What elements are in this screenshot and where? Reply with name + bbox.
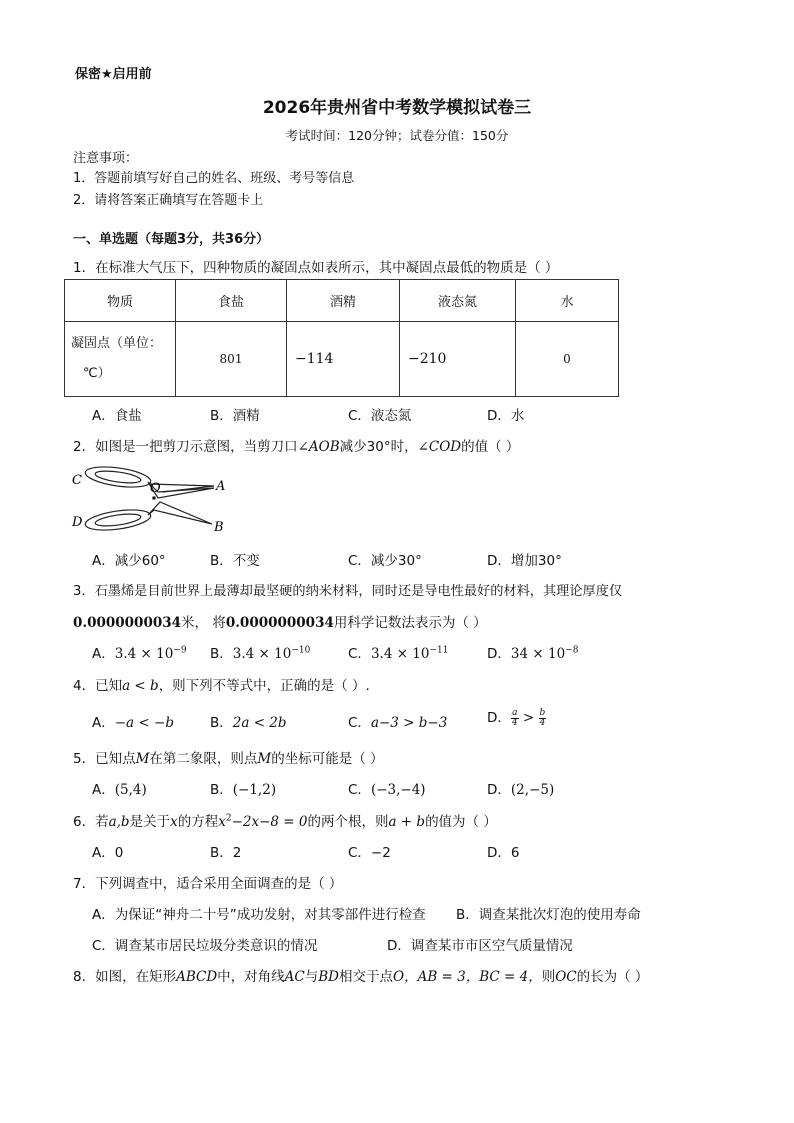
option-label: D． [487,782,511,798]
row-label-line-1: 凝固点（单位： [71,336,163,351]
q2-option-d: D．增加30° [487,553,562,569]
option-base: 3.4 × 10 [114,646,174,662]
table-row-label [65,322,176,397]
option-label: B． [210,715,233,731]
q3-stem-mid: 米， 将 [181,615,226,631]
q1-option-b: B．酒精 [210,408,260,424]
q8-stem-mid-2: 与 [304,969,319,985]
option-label: A． [92,715,115,731]
option-exponent: −11 [429,645,449,656]
table-header-cell: 物质 [65,280,176,322]
option-exponent: −10 [291,645,311,656]
option-base: 3.4 × 10 [370,646,430,662]
q3-option-d [487,642,578,662]
option-label: A． [92,782,115,798]
table-header-cell: 水 [516,280,619,322]
exam-title: 2026年贵州省中考数学模拟试卷三 [262,98,532,118]
option-label: D． [487,646,511,662]
q7-option-c: C．调查某市居民垃圾分类意识的情况 [92,938,318,954]
q5-stem-pre: 5．已知点 [73,751,136,767]
table-cell: −114 [287,322,400,397]
question-3-stem-line-1: 3．石墨烯是目前世界上最薄却最坚硬的纳米材料，同时还是导电性最好的材料，其理论厚度仅 [73,584,623,599]
fraction-b-over-4 [539,709,547,728]
table-cell: 0 [516,322,619,397]
q2-stem-mid: 减少30°时， [339,439,418,455]
q7-option-b: B．调查某批次灯泡的使用寿命 [456,907,641,923]
q8-stem-post: 的长为（ ） [576,969,649,985]
q6-equation-x: x [218,814,226,830]
row-label-line-2: ℃） [83,366,111,381]
q8-point-o: O [393,969,405,985]
q5-option-c [348,778,426,798]
section-heading: 一、单选题（每题3分，共36分） [73,232,270,247]
q3-number-2: 0.0000000034 [225,615,334,631]
label-b: B [214,520,224,535]
q6-roots: a,b [108,814,130,830]
option-base: 34 × 10 [510,646,566,662]
q6-stem-pre: 6．若 [73,814,109,830]
q1-option-d: D．水 [487,408,525,424]
option-expression: (−1,2) [232,782,277,798]
q2-stem-post: 的值（ ） [461,439,520,455]
q4-option-b [210,711,287,731]
q3-number-1: 0.0000000034 [73,615,182,631]
q6-option-b: B．2 [210,845,242,861]
q5-point-m: M [135,751,150,767]
q5-point-m-2: M [257,751,272,767]
label-a: A [216,479,226,494]
option-expression: 2a < 2b [232,715,287,731]
q8-conditions: ，AB = 3，BC = 4， [404,969,542,985]
scissors-figure [68,460,238,538]
notes-item-1: 1．答题前填写好自己的姓名、班级、考号等信息 [73,171,355,186]
label-d: D [72,515,83,530]
fraction-a-over-4 [511,709,519,728]
q3-option-c [348,642,448,662]
q1-option-c: C．液态氮 [348,408,412,424]
q6-stem-mid-1: 是关于 [129,814,171,830]
table-cell: 801 [176,322,287,397]
scissors-handle-lower [84,506,152,533]
option-label: A． [92,646,115,662]
q6-stem-mid-3: 的两个根，则 [307,814,389,830]
q6-variable: x [170,814,178,830]
q8-stem-mid-4: 则 [541,969,556,985]
comparison-sign: > [518,710,539,726]
option-expression: (5,4) [114,782,147,798]
question-2-stem [73,435,519,455]
q3-option-a [92,642,187,662]
freezing-point-table [64,279,619,397]
q2-option-a: A．减少60° [92,553,166,569]
question-8-stem [73,965,648,985]
option-exponent: −9 [173,645,187,656]
q5-stem-mid: 在第二象限，则点 [149,751,258,767]
option-expression: (−3,−4) [370,782,426,798]
option-label: C． [348,646,371,662]
option-base: 3.4 × 10 [232,646,292,662]
option-label: B． [210,646,233,662]
question-4-stem [73,674,370,694]
fraction-numerator: b [539,707,546,718]
option-expression: −a < −b [114,715,174,731]
q1-option-a: A．食盐 [92,408,142,424]
option-label: C． [348,782,371,798]
label-o: O [150,481,161,496]
q6-sum: a + b [388,814,426,830]
q6-equation-rest: −2x−8 = 0 [231,814,308,830]
fraction-denominator: 4 [511,717,518,728]
q6-option-a: A．0 [92,845,124,861]
q5-option-a [92,778,147,798]
scissors-pivot [152,496,156,500]
option-expression: a−3 > b−3 [370,715,448,731]
table-cell: −210 [400,322,516,397]
table-header-cell: 食盐 [176,280,287,322]
q8-rect: ABCD [176,969,218,985]
q5-option-b [210,778,276,798]
q5-option-d [487,778,554,798]
q4-option-c [348,711,447,731]
confidential-label: 保密★启用前 [75,67,152,82]
option-label: D． [487,710,511,726]
table-header-cell: 液态氮 [400,280,516,322]
q7-option-d: D．调查某市市区空气质量情况 [387,938,573,954]
q4-condition: a < b [122,678,159,694]
q2-angle-aob: ∠AOB [297,439,340,455]
exam-info: 考试时间：120分钟；试卷分值：150分 [285,128,509,143]
q8-diagonal-ac: AC [284,969,305,985]
table-row [65,322,619,397]
option-expression: (2,−5) [510,782,555,798]
q2-option-c: C．减少30° [348,553,422,569]
q4-option-d [487,706,546,728]
notes-item-2: 2．请将答案正确填写在答题卡上 [73,193,264,208]
q4-stem-post: ，则下列不等式中，正确的是（ ）. [158,678,370,694]
q6-option-c: C．−2 [348,845,391,861]
q6-equation-square: 2 [225,813,232,824]
fraction-numerator: a [512,707,518,718]
option-exponent: −8 [565,645,579,656]
label-c: C [72,473,82,488]
q4-option-a [92,711,174,731]
option-label: C． [348,715,371,731]
q8-diagonal-bd: BD [318,969,340,985]
q5-stem-post: 的坐标可能是（ ） [271,751,384,767]
q8-stem-mid-1: 中，对角线 [217,969,285,985]
q3-stem-post: 用科学记数法表示为（ ） [333,615,487,631]
table-header-row [65,280,619,322]
scissors-blade-lower [148,502,212,524]
q2-angle-cod: ∠COD [417,439,462,455]
q7-option-a: A．为保证“神舟二十号”成功发射，对其零部件进行检查 [92,907,426,923]
q2-stem-pre: 2．如图是一把剪刀示意图，当剪刀口 [73,439,298,455]
q8-segment-oc: OC [555,969,577,985]
notes-heading: 注意事项： [73,151,139,166]
question-1-stem: 1．在标准大气压下，四种物质的凝固点如表所示，其中凝固点最低的物质是（ ） [73,260,559,276]
q6-option-d: D．6 [487,845,520,861]
table-header-cell: 酒精 [287,280,400,322]
q4-stem-pre: 4．已知 [73,678,123,694]
question-5-stem [73,747,384,767]
q6-stem-post: 的值为（ ） [425,814,497,830]
question-3-stem-line-2 [73,611,487,631]
question-6-stem [73,810,497,830]
question-7-stem: 7．下列调查中，适合采用全面调查的是（ ） [73,876,343,892]
q2-option-b: B．不变 [210,553,260,569]
q8-stem-pre: 8．如图，在矩形 [73,969,177,985]
q6-stem-mid-2: 的方程 [177,814,219,830]
q8-stem-mid-3: 相交于点 [339,969,394,985]
scissors-handle-upper [84,463,152,490]
q3-option-b [210,642,310,662]
option-label: B． [210,782,233,798]
fraction-denominator: 4 [539,717,546,728]
